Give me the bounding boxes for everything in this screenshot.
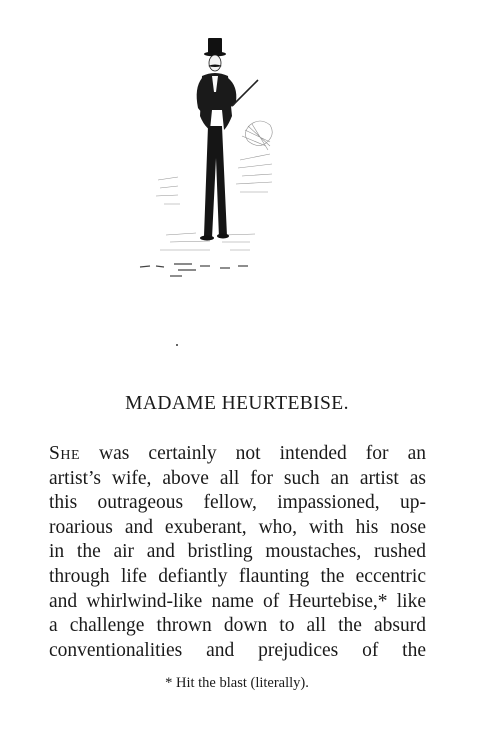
ground-marks [140, 264, 248, 276]
left-shoe [200, 236, 214, 241]
body-line: conventionalities and prejudices of the [49, 639, 426, 661]
body-line-1-rest: was certainly not intended for an [80, 443, 426, 464]
body-line: a challenge thrown down to all the absurd [49, 615, 426, 637]
body-line: roarious and exuberant, who, with his nose [49, 516, 426, 538]
body-line: this outrageous fellow, impassioned, up- [49, 492, 426, 514]
footnote: * Hit the blast (literally). [165, 675, 309, 691]
stray-ink-dot [176, 344, 178, 346]
body-line: through life defiantly flaunting the eccentric [49, 565, 426, 587]
right-shoe [217, 234, 229, 239]
body-line: artist’s wife, above all for such an artist as [49, 467, 426, 489]
body-paragraph [49, 442, 426, 663]
body-line [49, 442, 426, 467]
head [209, 55, 221, 71]
illustration-man-in-top-hat [130, 30, 280, 280]
lead-word: She [49, 443, 81, 464]
body-line: in the air and bristling moustaches, rushed [49, 541, 426, 563]
top-hat [204, 38, 226, 57]
body-line: and whirlwind-like name of Heurtebise,* like [49, 590, 426, 612]
chapter-title: MADAME HEURTEBISE. [125, 393, 349, 414]
legs [204, 126, 227, 238]
